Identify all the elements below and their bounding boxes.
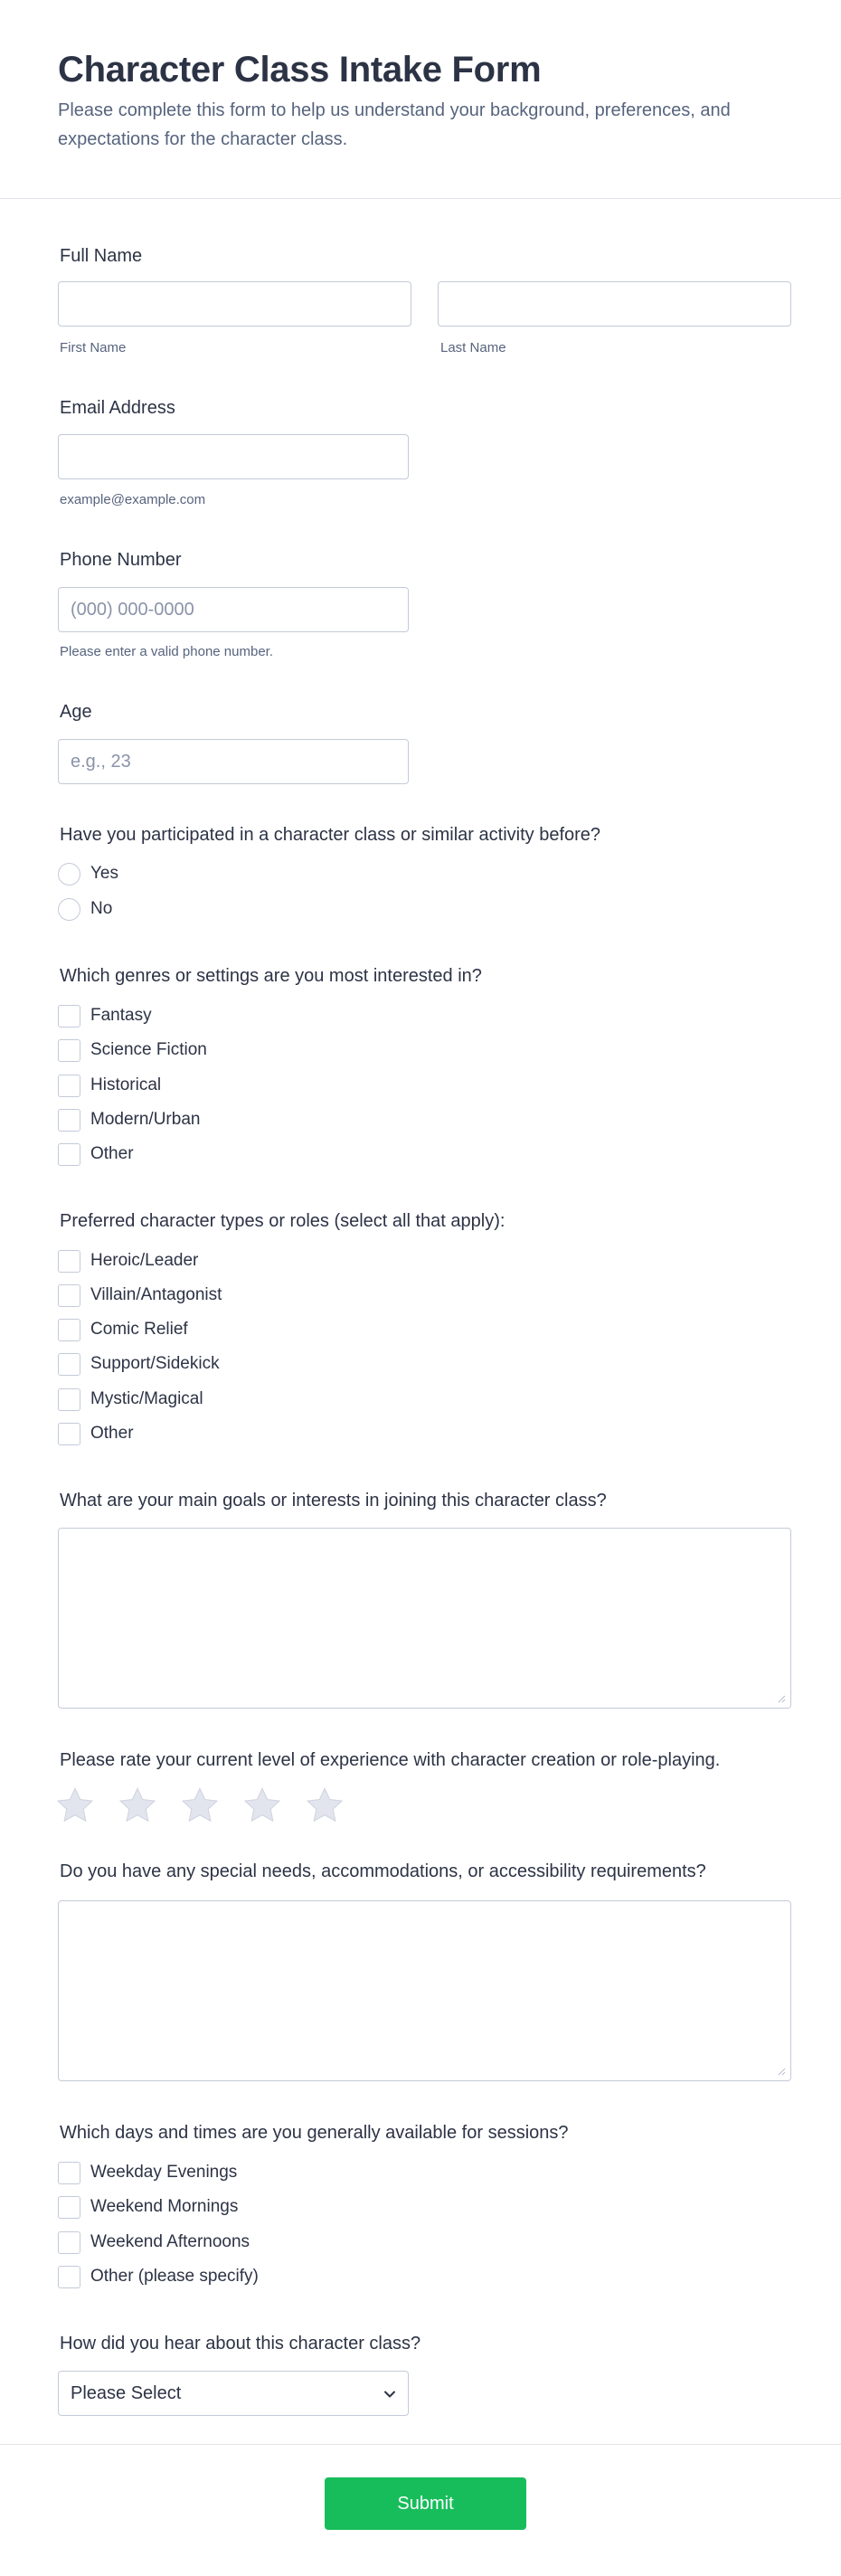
genre-option-fantasy[interactable] [58,1004,152,1028]
checkbox-label: Historical [90,1075,162,1094]
radio-label: Yes [90,864,118,883]
checkbox-label: Heroic/Leader [90,1251,199,1270]
first-name-input[interactable] [58,281,411,327]
star-icon[interactable] [181,1787,219,1823]
phone-label: Phone Number [60,550,182,570]
checkbox[interactable] [58,1388,80,1411]
star-icon[interactable] [118,1787,156,1823]
radio-option-yes[interactable] [58,862,118,886]
radio-option-no[interactable] [58,897,112,921]
chevron-down-icon [383,2387,397,2401]
genre-option-other[interactable] [58,1142,134,1166]
radio-label: No [90,899,113,918]
full-name-label: Full Name [60,246,143,266]
checkbox[interactable] [58,1075,80,1097]
genre-option-historical[interactable] [58,1074,161,1097]
form-title: Character Class Intake Form [58,50,542,90]
phone-sublabel: Please enter a valid phone number. [60,644,273,659]
checkbox-label: Science Fiction [90,1040,207,1059]
availability-option-weekend-mornings[interactable] [58,2195,238,2219]
star-rating [56,1787,344,1823]
checkbox-label: Modern/Urban [90,1110,201,1129]
last-name-sublabel: Last Name [440,340,506,355]
checkbox-label: Fantasy [90,1006,152,1025]
submit-button[interactable]: Submit [325,2477,526,2530]
age-label: Age [60,702,92,722]
checkbox-label: Weekend Mornings [90,2197,239,2216]
checkbox[interactable] [58,1143,80,1166]
role-option-heroic-leader[interactable] [58,1249,198,1273]
checkbox[interactable] [58,2231,80,2254]
role-option-other[interactable] [58,1422,134,1445]
first-name-sublabel: First Name [60,340,127,355]
genre-option-science-fiction[interactable] [58,1038,207,1062]
form-header [0,0,841,199]
checkbox[interactable] [58,1005,80,1028]
checkbox-label: Other (please specify) [90,2267,259,2286]
checkbox[interactable] [58,1423,80,1445]
form-subtitle: Please complete this form to help us understand your background, preferences, and expectations for the character class. [58,100,731,149]
email-label: Email Address [60,398,175,418]
role-option-support-sidekick[interactable] [58,1352,220,1376]
needs-label: Do you have any special needs, accommodations, or accessibility requirements? [60,1861,706,1881]
genre-option-modern-urban[interactable] [58,1108,200,1132]
star-icon[interactable] [56,1787,94,1823]
checkbox-label: Villain/Antagonist [90,1285,222,1304]
needs-textarea[interactable] [58,1900,791,2081]
checkbox[interactable] [58,2266,80,2288]
last-name-input[interactable] [438,281,791,327]
checkbox[interactable] [58,1353,80,1376]
checkbox-label: Support/Sidekick [90,1354,220,1373]
checkbox-label: Comic Relief [90,1320,188,1339]
goals-textarea[interactable] [58,1528,791,1709]
goals-label: What are your main goals or interests in joining this character class? [60,1491,607,1511]
checkbox-label: Weekend Afternoons [90,2232,250,2251]
checkbox[interactable] [58,2162,80,2184]
role-option-comic-relief[interactable] [58,1318,188,1341]
age-input[interactable] [58,739,409,784]
experience-label: Please rate your current level of experience with character creation or role-playing. [60,1750,721,1770]
role-option-villain-antagonist[interactable] [58,1283,222,1307]
referral-select[interactable] [58,2371,409,2416]
phone-input[interactable] [58,587,409,632]
star-icon[interactable] [243,1787,281,1823]
availability-option-weekend-afternoons[interactable] [58,2230,250,2254]
radio-button[interactable] [58,863,80,886]
radio-button[interactable] [58,898,80,921]
referral-label: How did you hear about this character class? [60,2334,421,2353]
availability-option-other[interactable] [58,2265,259,2288]
roles-label: Preferred character types or roles (select all that apply): [60,1211,506,1231]
star-icon[interactable] [306,1787,344,1823]
genres-label: Which genres or settings are you most interested in? [60,966,482,986]
resize-grip-icon[interactable] [777,1694,786,1703]
checkbox[interactable] [58,1250,80,1273]
role-option-mystic-magical[interactable] [58,1387,203,1411]
email-input[interactable] [58,434,409,479]
checkbox[interactable] [58,1319,80,1341]
checkbox[interactable] [58,1284,80,1307]
checkbox-label: Other [90,1424,134,1443]
checkbox-label: Other [90,1144,134,1163]
email-sublabel: example@example.com [60,492,206,507]
resize-grip-icon[interactable] [777,2067,786,2076]
availability-option-weekday-evenings[interactable] [58,2161,237,2184]
checkbox-label: Mystic/Magical [90,1389,203,1408]
select-value: Please Select [71,2382,182,2403]
participated-label: Have you participated in a character class or similar activity before? [60,825,601,845]
availability-label: Which days and times are you generally available for sessions? [60,2123,569,2143]
checkbox[interactable] [58,1039,80,1062]
checkbox[interactable] [58,2196,80,2219]
checkbox-label: Weekday Evenings [90,2163,238,2182]
checkbox[interactable] [58,1109,80,1132]
form-footer [0,2444,841,2576]
